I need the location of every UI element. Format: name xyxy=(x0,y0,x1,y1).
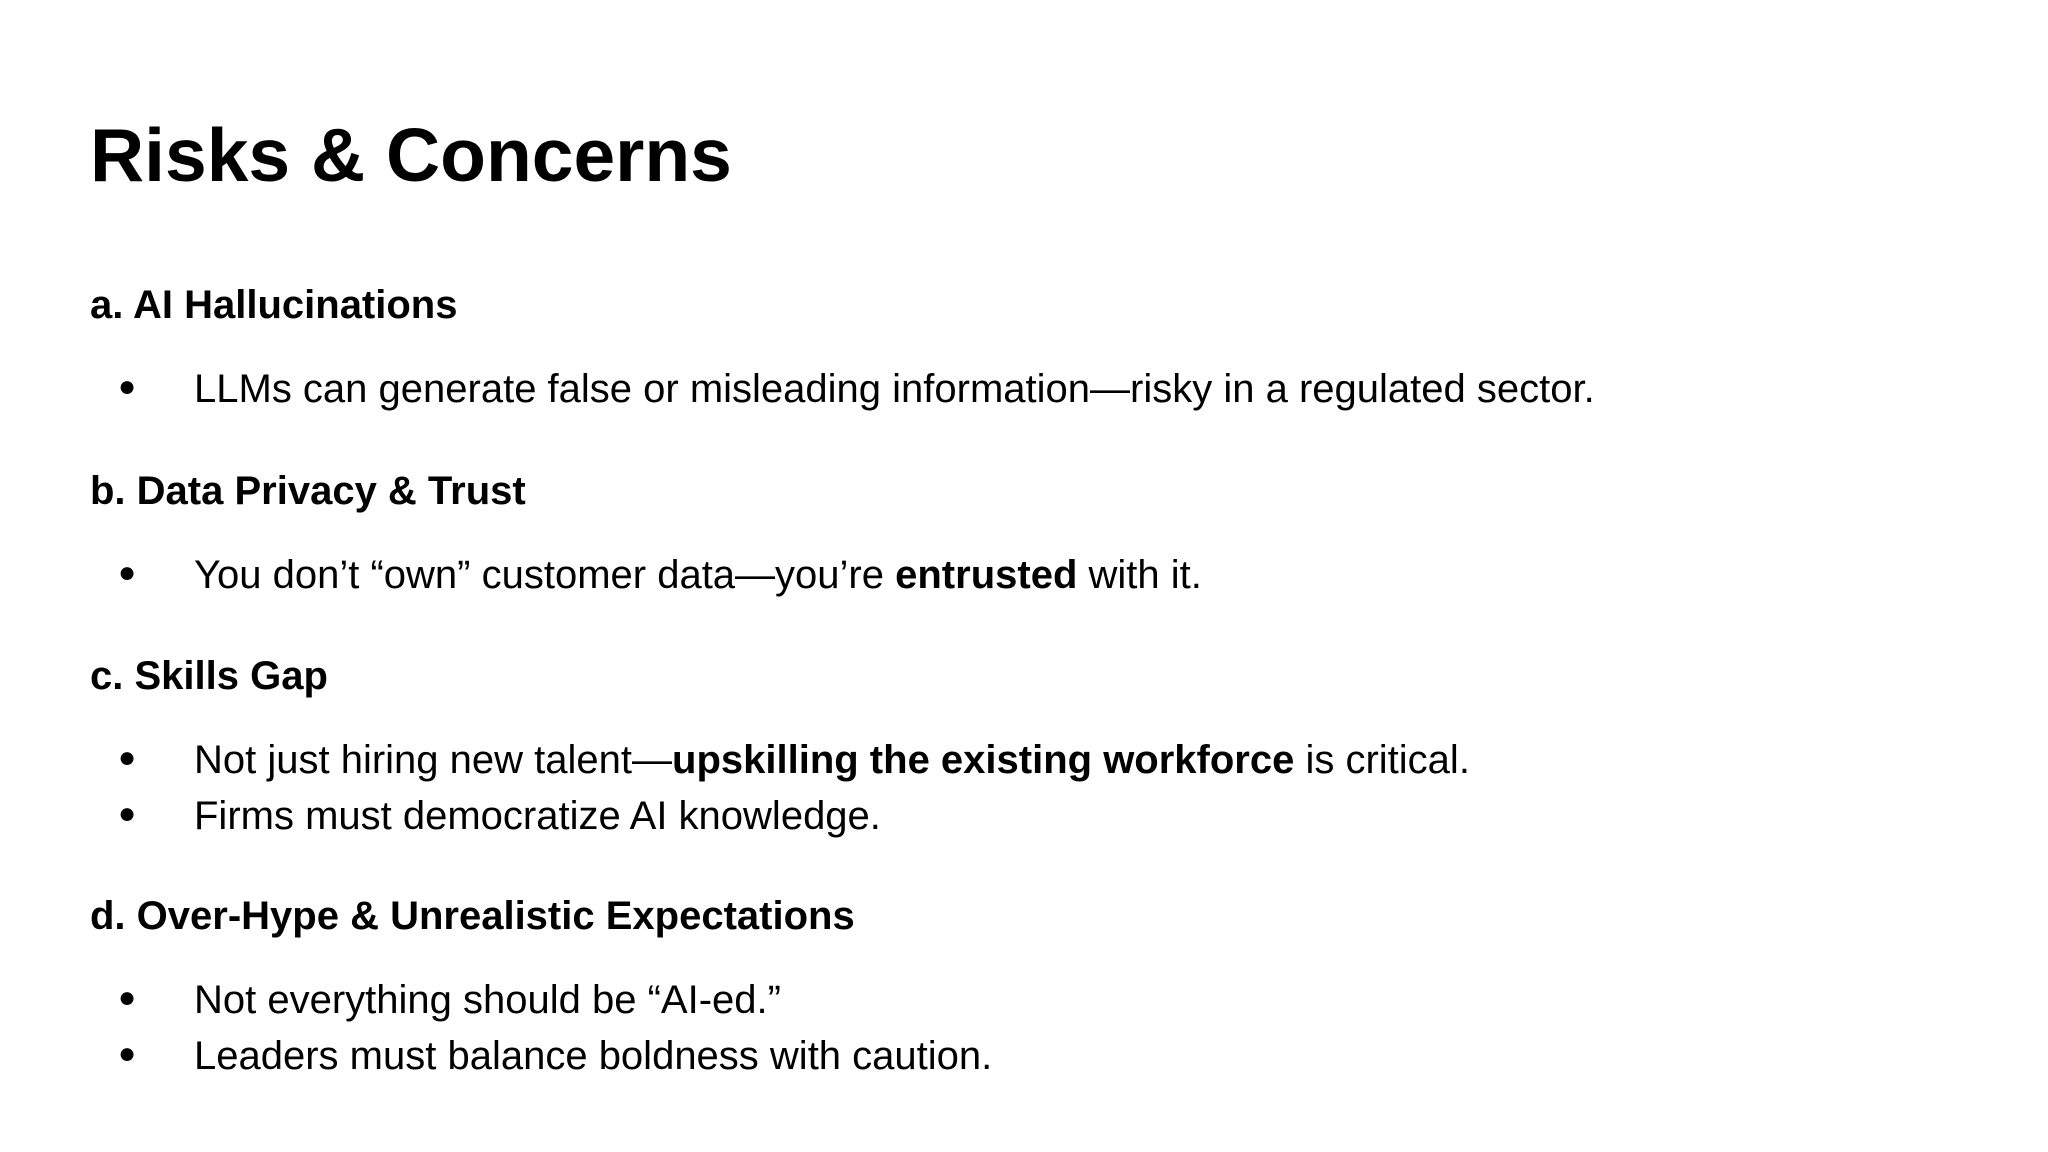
bullet-item xyxy=(90,740,1990,796)
bullet-list xyxy=(90,980,1990,1092)
bullet-text-after: is critical. xyxy=(1294,738,1470,782)
bullet-text-bold: upskilling the existing workforce xyxy=(672,738,1295,782)
section-heading: c. Skills Gap xyxy=(90,654,328,698)
section-skills-gap xyxy=(90,656,1990,852)
bullet-item xyxy=(90,1036,1990,1092)
bullet-text: Not everything should be “AI-ed.” xyxy=(194,978,781,1022)
bullet-dot-icon: ● xyxy=(118,370,137,403)
bullet-item xyxy=(90,980,1990,1036)
section-heading: d. Over-Hype & Unrealistic Expectations xyxy=(90,894,855,938)
bullet-text xyxy=(194,740,1470,780)
bullet-list xyxy=(90,740,1990,852)
bullet-text: LLMs can generate false or misleading information—risky in a regulated sector. xyxy=(194,367,1595,411)
bullet-text: Firms must democratize AI knowledge. xyxy=(194,794,881,838)
bullet-text-after: with it. xyxy=(1077,553,1202,597)
bullet-dot-icon: ● xyxy=(118,797,137,830)
bullet-item xyxy=(90,555,1990,611)
bullet-text-before: Not just hiring new talent— xyxy=(194,738,673,782)
section-heading: b. Data Privacy & Trust xyxy=(90,469,526,513)
bullet-dot-icon: ● xyxy=(118,556,137,589)
bullet-dot-icon: ● xyxy=(118,1037,137,1070)
bullet-dot-icon: ● xyxy=(118,981,137,1014)
bullet-list xyxy=(90,369,1990,425)
section-heading: a. AI Hallucinations xyxy=(90,283,458,327)
bullet-text-before: You don’t “own” customer data—you’re xyxy=(194,553,896,597)
bullet-text-bold: entrusted xyxy=(895,553,1078,597)
bullet-item xyxy=(90,369,1990,425)
bullet-dot-icon: ● xyxy=(118,741,137,774)
section-ai-hallucinations xyxy=(90,285,1990,425)
bullet-item xyxy=(90,796,1990,852)
bullet-list xyxy=(90,555,1990,611)
section-over-hype xyxy=(90,896,1990,1092)
bullet-text: Leaders must balance boldness with caution. xyxy=(194,1034,993,1078)
slide-title: Risks & Concerns xyxy=(90,113,732,197)
bullet-text xyxy=(194,555,1202,595)
section-data-privacy-trust xyxy=(90,471,1990,611)
